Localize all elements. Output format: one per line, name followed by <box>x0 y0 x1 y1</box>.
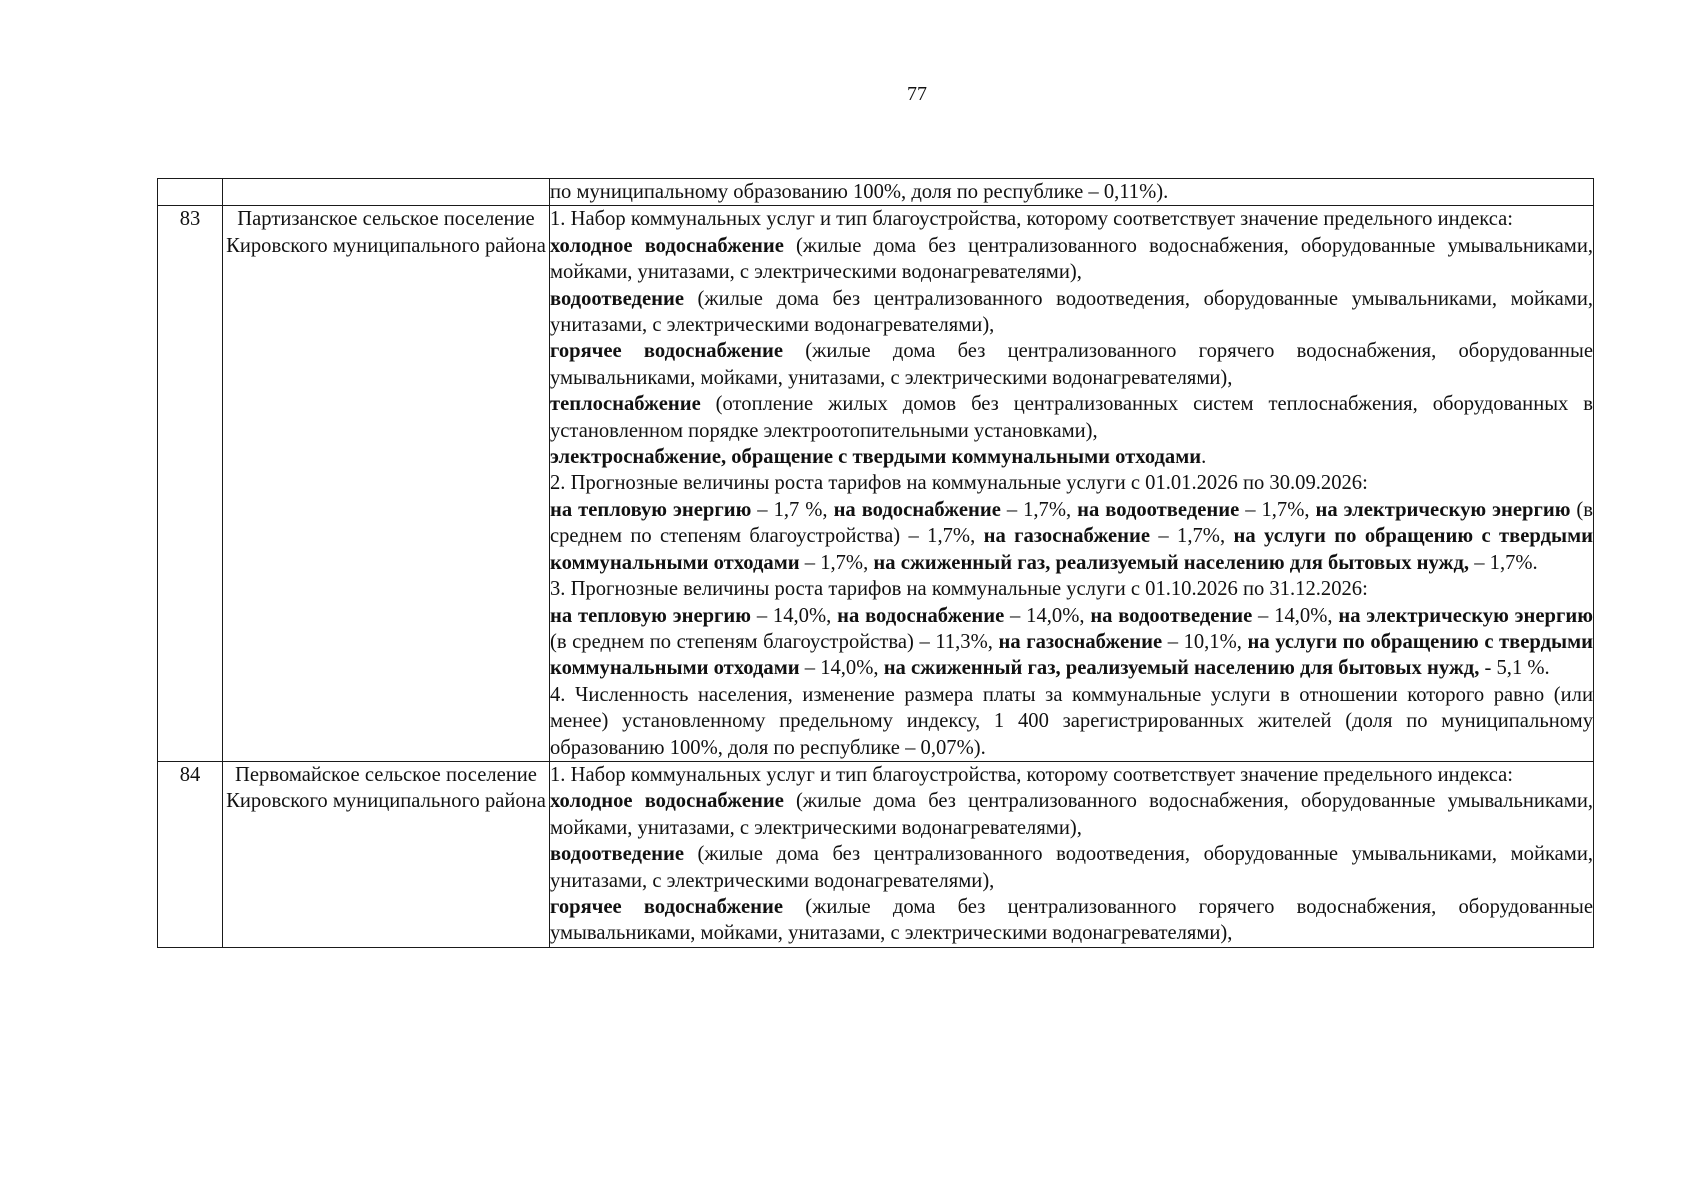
service-label: водоотведение <box>550 843 684 866</box>
tariff-value: – 1,7%, <box>1000 498 1078 521</box>
tariff-value: – 1,7%, <box>1239 498 1316 521</box>
drainage-item <box>550 841 1593 894</box>
municipality-name: Партизанское сельское поселение Кировского муниципального района <box>223 206 550 762</box>
service-text: (жилые дома без централизованного горячего водоснабжения, оборудованные умывальниками, мойками, унитазами, с электрическими водонагревателями), <box>550 340 1593 389</box>
tariff-value: – 1,7 %, <box>751 498 834 521</box>
cold-water-item <box>550 788 1593 841</box>
tariff-value: – 1,7%, <box>1150 525 1234 548</box>
heating-item <box>550 391 1593 444</box>
table-row <box>158 206 1594 762</box>
service-label: горячее водоснабжение <box>550 895 784 918</box>
service-label: горячее водоснабжение <box>550 340 784 363</box>
service-label: теплоснабжение <box>550 393 701 416</box>
service-label: водоотведение <box>550 287 684 310</box>
service-label: электроснабжение, обращение с твердыми коммунальными отходами <box>550 446 1202 469</box>
tariff-label: на газоснабжение <box>983 525 1150 548</box>
tariff-label: на тепловую энергию <box>550 498 752 521</box>
tariff-period-2-values <box>550 603 1593 682</box>
tariff-value: – 14,0%, <box>751 604 838 627</box>
service-text: (отопление жилых домов без централизованных систем теплоснабжения, оборудованных в установленном порядке электроотопительными установками), <box>550 393 1593 442</box>
tariff-value: (в среднем по степеням благоустройства) – 1,7%, <box>550 498 1593 548</box>
description-cell <box>550 206 1594 762</box>
tariff-label: на водоотведение <box>1077 498 1240 521</box>
description-cell <box>550 179 1594 206</box>
table-row-continuation <box>158 179 1594 206</box>
tariff-value: – 14,0%, <box>1004 604 1091 627</box>
tariff-label: на газоснабжение <box>998 630 1163 653</box>
continuation-text: по муниципальному образованию 100%, доля по республике – 0,11%). <box>550 181 1169 203</box>
tariff-value: (в среднем по степеням благоустройства) – 11,3%, <box>550 630 999 653</box>
tariff-label: на услуги по обращению с твердыми коммунальными отходами <box>550 525 1593 574</box>
tariff-period-1-values <box>550 497 1593 576</box>
service-text: (жилые дома без централизованного водоснабжения, оборудованные умывальниками, мойками, унитазами, с электрическими водонагревателями), <box>550 790 1593 839</box>
service-text: . <box>1201 446 1207 469</box>
tariff-period-1-heading: 2. Прогнозные величины роста тарифов на коммунальные услуги с 01.01.2026 по 30.09.2026: <box>550 472 1368 495</box>
tariff-label: на сжиженный газ, реализуемый населению для бытовых нужд, <box>883 657 1480 680</box>
tariff-value: – 10,1%, <box>1162 630 1248 653</box>
tariff-value: – 1,7%. <box>1469 551 1538 574</box>
tariff-value: - 5,1 %. <box>1479 657 1550 680</box>
description-cell <box>550 761 1594 947</box>
services-heading: 1. Набор коммунальных услуг и тип благоустройства, которому соответствует значение предельного индекса: <box>550 763 1513 786</box>
municipality-name: Первомайское сельское поселение Кировского муниципального района <box>223 761 550 947</box>
tariff-table <box>157 178 1594 948</box>
tariff-label: на водоотведение <box>1090 604 1253 627</box>
services-heading: 1. Набор коммунальных услуг и тип благоустройства, которому соответствует значение предельного индекса: <box>550 208 1513 231</box>
cold-water-item <box>550 233 1593 286</box>
table-row <box>158 761 1594 947</box>
drainage-item <box>550 286 1593 339</box>
service-label: холодное водоснабжение <box>550 234 784 257</box>
tariff-label: на сжиженный газ, реализуемый населению для бытовых нужд, <box>873 551 1470 574</box>
tariff-label: на электрическую энергию <box>1338 604 1593 627</box>
population-paragraph: 4. Численность населения, изменение размера платы за коммунальные услуги в отношении которого равно (или менее) установленному предельному индексу, 1 400 зарегистрированных жителей (доля по муниципальному образованию 100%, доля по республике – 0,07%). <box>550 683 1593 759</box>
tariff-period-2-heading: 3. Прогнозные величины роста тарифов на коммунальные услуги с 01.10.2026 по 31.12.2026: <box>550 578 1368 601</box>
municipality-cell <box>223 179 550 206</box>
tariff-label: на электрическую энергию <box>1315 498 1571 521</box>
tariff-value: – 14,0%, <box>1252 604 1339 627</box>
tariff-value: – 1,7%, <box>799 551 874 574</box>
tariff-label: на услуги по обращению с твердыми коммунальными отходами <box>550 630 1593 680</box>
row-number-cell <box>158 179 223 206</box>
page-number: 77 <box>907 83 927 105</box>
tariff-label: на водоснабжение <box>833 498 1001 521</box>
tariff-label: на водоснабжение <box>837 604 1005 627</box>
row-number: 84 <box>158 761 223 947</box>
service-label: холодное водоснабжение <box>550 790 784 813</box>
service-text: (жилые дома без централизованного водоснабжения, оборудованные умывальниками, мойками, унитазами, с электрическими водонагревателями), <box>550 234 1593 284</box>
service-text: (жилые дома без централизованного горячего водоснабжения, оборудованные умывальниками, мойками, унитазами, с электрическими водонагревателями), <box>550 895 1593 945</box>
tariff-label: на тепловую энергию <box>550 604 752 627</box>
electricity-waste-item <box>550 444 1593 470</box>
hot-water-item <box>550 894 1593 947</box>
service-text: (жилые дома без централизованного водоотведения, оборудованные умывальниками, мойками, унитазами, с электрическими водонагревателями), <box>550 287 1593 337</box>
service-text: (жилые дома без централизованного водоотведения, оборудованные умывальниками, мойками, унитазами, с электрическими водонагревателями), <box>550 843 1593 892</box>
hot-water-item <box>550 338 1593 391</box>
tariff-value: – 14,0%, <box>799 657 884 680</box>
row-number: 83 <box>158 206 223 762</box>
